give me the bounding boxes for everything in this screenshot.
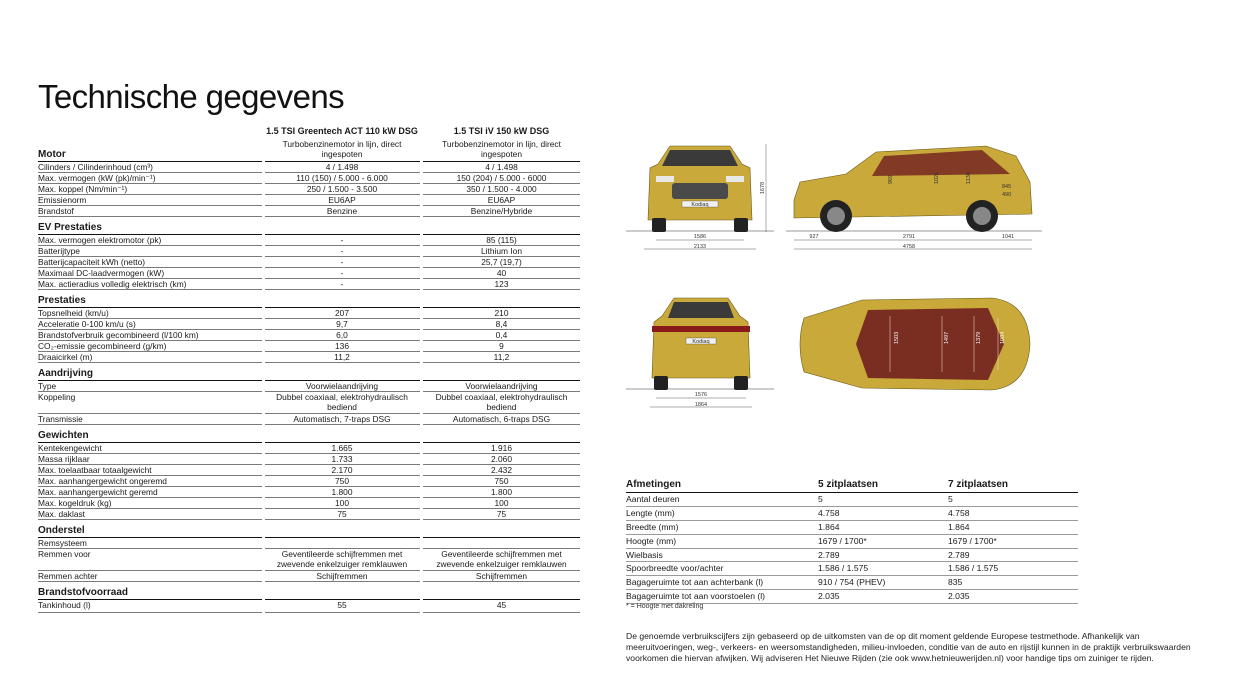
spec-value: 6,0 [336,330,348,340]
spec-label: Cilinders / Cilinderinhoud (cm³) [38,162,153,172]
afmetingen-value: 5 [948,494,953,504]
spec-row [38,162,580,173]
spec-label: Remsysteem [38,538,87,548]
section-title: Gewichten [38,430,89,441]
spec-value: Geventileerde schijfremmen met zwevende enkelzuiger remklauwen [276,549,408,569]
section-title: EV Prestaties [38,222,102,233]
afmetingen-label: Bagageruimte tot aan achterbank (l) [626,577,764,588]
side-interior-3: 1130 [966,172,972,184]
motor-type-1: Turbobenzinemotor in lijn, direct ingespoten [282,139,402,159]
section-title: Prestaties [38,295,86,306]
spec-value: 100 [335,498,349,508]
afmetingen-row [626,521,1078,535]
afmetingen-col-7: 7 zitplaatsen [948,479,1009,490]
spec-row [38,246,580,257]
afmetingen-row [626,576,1078,590]
spec-value: EU6AP [487,195,516,205]
spec-value: 136 [335,341,349,351]
spec-row [38,381,580,392]
spec-label: Draaicirkel (m) [38,352,93,362]
dim-rear-track: 1576 [694,392,708,398]
afmetingen-value: 4.758 [818,507,840,518]
spec-label: Max. kogeldruk (kg) [38,498,112,508]
afmetingen-value: 1.586 / 1.575 [948,563,999,574]
spec-label: Acceleratie 0-100 km/u (s) [38,319,136,329]
afmetingen-row [626,535,1078,549]
spec-label: Max. actieradius volledig elektrisch (km) [38,279,187,289]
motor-rows [38,162,580,217]
spec-label: Remmen achter [38,571,98,581]
afmetingen-row [626,549,1078,563]
section-header [38,220,580,235]
spec-value: 100 [494,498,509,508]
spec-value: - [340,246,344,256]
spec-row [38,392,580,414]
spec-row [38,319,580,330]
spec-row [38,454,580,465]
spec-label: Max. vermogen elektromotor (pk) [38,235,162,245]
afmetingen-col-5: 5 zitplaatsen [818,479,879,490]
spec-label: Transmissie [38,414,83,424]
spec-row [38,487,580,498]
section-title: Brandstofvoorraad [38,587,129,598]
section-title: Aandrijving [38,368,94,379]
side-interior-2: 1021 [934,171,940,184]
afmetingen-label: Spoorbreedte voor/achter [626,563,724,574]
spec-value: 750 [335,476,349,486]
spec-label: Brandstofverbruik gecombineerd (l/100 km) [38,330,199,340]
afmetingen-row [626,493,1078,507]
afmetingen-row [626,507,1078,521]
spec-value: 40 [496,268,507,278]
spec-row [38,173,580,184]
afmetingen-value: 835 [948,577,963,588]
dim-front-track: 1586 [693,234,707,240]
spec-value: 250 / 1.500 - 3.500 [306,184,378,194]
top-interior-4: 1004 [1000,331,1006,344]
spec-row [38,195,580,206]
spec-label: Batterijtype [38,246,80,256]
spec-value: 11,2 [493,352,510,362]
spec-value: Schijfremmen [475,571,528,581]
spec-value: Dubbel coaxiaal, elektrohydraulisch bediend [276,392,408,412]
spec-value: 0,4 [495,330,508,340]
spec-value: Voorwielaandrijving [465,381,538,391]
section-header [38,293,580,308]
spec-row [38,498,580,509]
spec-sections [38,220,580,613]
section-title: Onderstel [38,525,85,536]
afmetingen-value: 2.035 [948,591,970,602]
afmetingen-label: Aantal deuren [626,494,680,504]
spec-row [38,549,580,571]
spec-value: 75 [496,509,507,519]
car-top-view [792,288,1034,402]
spec-label: Max. toelaatbaar totaalgewicht [38,465,152,475]
section-header [38,428,580,443]
section-title: Motor [38,149,66,160]
spec-value: 1.665 [331,443,353,453]
spec-row [38,341,580,352]
spec-label: Max. aanhangergewicht geremd [38,487,158,497]
spec-value: 75 [337,509,347,519]
spec-row [38,235,580,246]
afmetingen-value: 1679 / 1700* [948,535,997,546]
spec-label: Topsnelheid (km/u) [38,308,109,318]
dim-rear-width: 1864 [694,402,708,408]
spec-label: CO₂-emissie gecombineerd (g/km) [38,341,167,351]
spec-row [38,509,580,520]
spec-row [38,476,580,487]
spec-label: Max. koppel (Nm/min⁻¹) [38,184,128,194]
spec-value: - [340,279,344,289]
motor-type-2: Turbobenzinemotor in lijn, direct ingespoten [442,139,561,159]
dim-front-width: 2133 [693,244,707,250]
spec-value: - [340,268,344,278]
spec-row [38,443,580,454]
spec-row [38,600,580,613]
spec-value: 11,2 [334,352,350,362]
section-header [38,366,580,381]
spec-value: Dubbel coaxiaal, elektrohydraulisch bediend [435,392,568,412]
footnote: * = Hoogte met dakreling [626,603,704,610]
spec-value: Lithium Ion [481,246,522,256]
column-header-2: 1.5 TSI iV 150 kW DSG [453,126,550,136]
spec-value: 207 [335,308,349,318]
spec-value: Automatisch, 6-traps DSG [452,414,551,424]
spec-value: Geventileerde schijfremmen met zwevende enkelzuiger remklauwen [436,549,567,569]
spec-row [38,352,580,363]
spec-label: Remmen voor [38,549,91,559]
spec-row [38,308,580,319]
afmetingen-value: 1.586 / 1.575 [818,563,869,574]
spec-value: 9,7 [336,319,348,329]
spec-label: Kentekengewicht [38,443,102,453]
spec-label: Maximaal DC-laadvermogen (kW) [38,268,165,278]
spec-row [38,330,580,341]
car-side-view [786,138,1044,256]
spec-value: Schijfremmen [316,571,368,581]
spec-value: 2.060 [491,454,512,464]
spec-row [38,279,580,290]
spec-row [38,571,580,582]
afmetingen-header [626,479,1078,493]
disclaimer: De genoemde verbruikscijfers zijn gebaseerd op de uitkomsten van de op dit moment geldende Europese testmethode. Afhankelijk van meeruitvoeringen, weg-, verkeers- en weersomstandigheden, milieu-invloeden, conditie van de auto en rijstijl kunnen in de praktijk verbruikswaarden voorkomen die hiervan afwijken. Wij adviseren Het Nieuwe Rijden (zie ook www.hetnieuwerijden.nl) voor handige tips om zuiniger te rijden. [626,631,1191,663]
spec-value: - [340,235,344,245]
side-interior-5: 490 [1002,192,1012,198]
spec-label: Max. aanhangergewicht ongeremd [38,476,167,486]
spec-value: Automatisch, 7-traps DSG [293,414,391,424]
car-rear-view [626,292,776,412]
dim-wheelbase: 2791 [902,234,916,240]
afmetingen-rows [626,493,1078,604]
side-interior-4: 845 [1002,184,1012,190]
front-plate: Kodiaq [691,202,709,208]
dim-height: 1678 [760,181,766,195]
spec-value: 2.170 [331,465,353,475]
spec-value: 123 [494,279,509,289]
spec-value: Benzine [326,206,358,216]
afmetingen-value: 2.035 [818,591,840,602]
spec-label: Tankinhoud (l) [38,600,91,610]
spec-label: Batterijcapaciteit kWh (netto) [38,257,146,267]
spec-label: Brandstof [38,206,74,216]
afmetingen-label: Bagageruimte tot aan voorstoelen (l) [626,591,766,602]
spec-value: 210 [494,308,509,318]
section-header [38,585,580,600]
top-interior-1: 1503 [894,331,900,344]
spec-table [38,124,580,613]
top-interior-2: 1497 [944,331,950,344]
spec-value: 110 (150) / 5.000 - 6.000 [296,173,388,183]
afmetingen-row [626,562,1078,576]
afmetingen-value: 5 [818,494,823,504]
afmetingen-label: Wielbasis [626,549,663,560]
dim-overhang-rear: 1041 [1001,234,1015,240]
spec-value: 150 (204) / 5.000 - 6000 [456,173,547,183]
afmetingen-value: 1679 / 1700* [818,535,867,546]
spec-value: 1.800 [491,487,512,497]
spec-label: Max. daklast [38,509,86,519]
spec-row [38,268,580,279]
spec-value: 1.733 [331,454,353,464]
spec-header [38,124,580,137]
spec-value: 4 / 1.498 [325,162,359,172]
spec-value: 350 / 1.500 - 4.000 [466,184,537,194]
page-title: Technische gegevens [38,78,344,115]
spec-value: - [340,257,344,267]
spec-value: 25,7 (19,7) [481,257,522,267]
spec-label: Massa rijklaar [38,454,90,464]
spec-value: Voorwielaandrijving [305,381,379,391]
spec-row [38,184,580,195]
side-interior-1: 969 [888,174,894,184]
spec-row [38,538,580,549]
rear-plate: Kodiaq [692,339,710,345]
spec-row [38,414,580,425]
spec-value: 9 [499,341,504,351]
spec-value: 85 (115) [486,235,517,245]
spec-value: 2.432 [491,465,512,475]
spec-value: 1.916 [491,443,512,453]
spec-label: Type [38,381,57,391]
section-header [38,523,580,538]
spec-value: EU6AP [328,195,356,205]
spec-label: Max. vermogen (kW (pk)/min⁻¹) [38,173,156,183]
spec-value: 8,4 [495,319,508,329]
afmetingen-label: Lengte (mm) [626,507,675,518]
spec-value: 55 [337,600,347,610]
afmetingen-value: 1.864 [948,521,970,532]
spec-label: Koppeling [38,392,76,402]
spec-row [38,465,580,476]
spec-row [38,206,580,217]
section-motor [38,137,580,162]
column-header-1: 1.5 TSI Greentech ACT 110 kW DSG [266,126,418,136]
spec-value: 45 [496,600,507,610]
afmetingen-label: Hoogte (mm) [626,535,677,546]
spec-label: Emissienorm [38,195,87,205]
afmetingen-title: Afmetingen [626,479,681,490]
top-interior-3: 1379 [976,331,982,344]
spec-value: 4 / 1.498 [485,162,518,172]
afmetingen-value: 2.789 [948,549,970,560]
spec-value: 1.800 [331,487,353,497]
dim-length: 4758 [902,244,916,250]
dim-overhang-front: 927 [809,234,819,240]
afmetingen-label: Breedte (mm) [626,521,679,532]
spec-value: Benzine/Hybride [470,206,533,216]
car-front-view [626,138,776,256]
afmetingen-table [626,479,1078,604]
afmetingen-value: 1.864 [818,521,840,532]
spec-value: 750 [494,476,509,486]
afmetingen-value: 4.758 [948,507,970,518]
afmetingen-value: 910 / 754 (PHEV) [818,577,886,588]
spec-row [38,257,580,268]
afmetingen-value: 2.789 [818,549,840,560]
